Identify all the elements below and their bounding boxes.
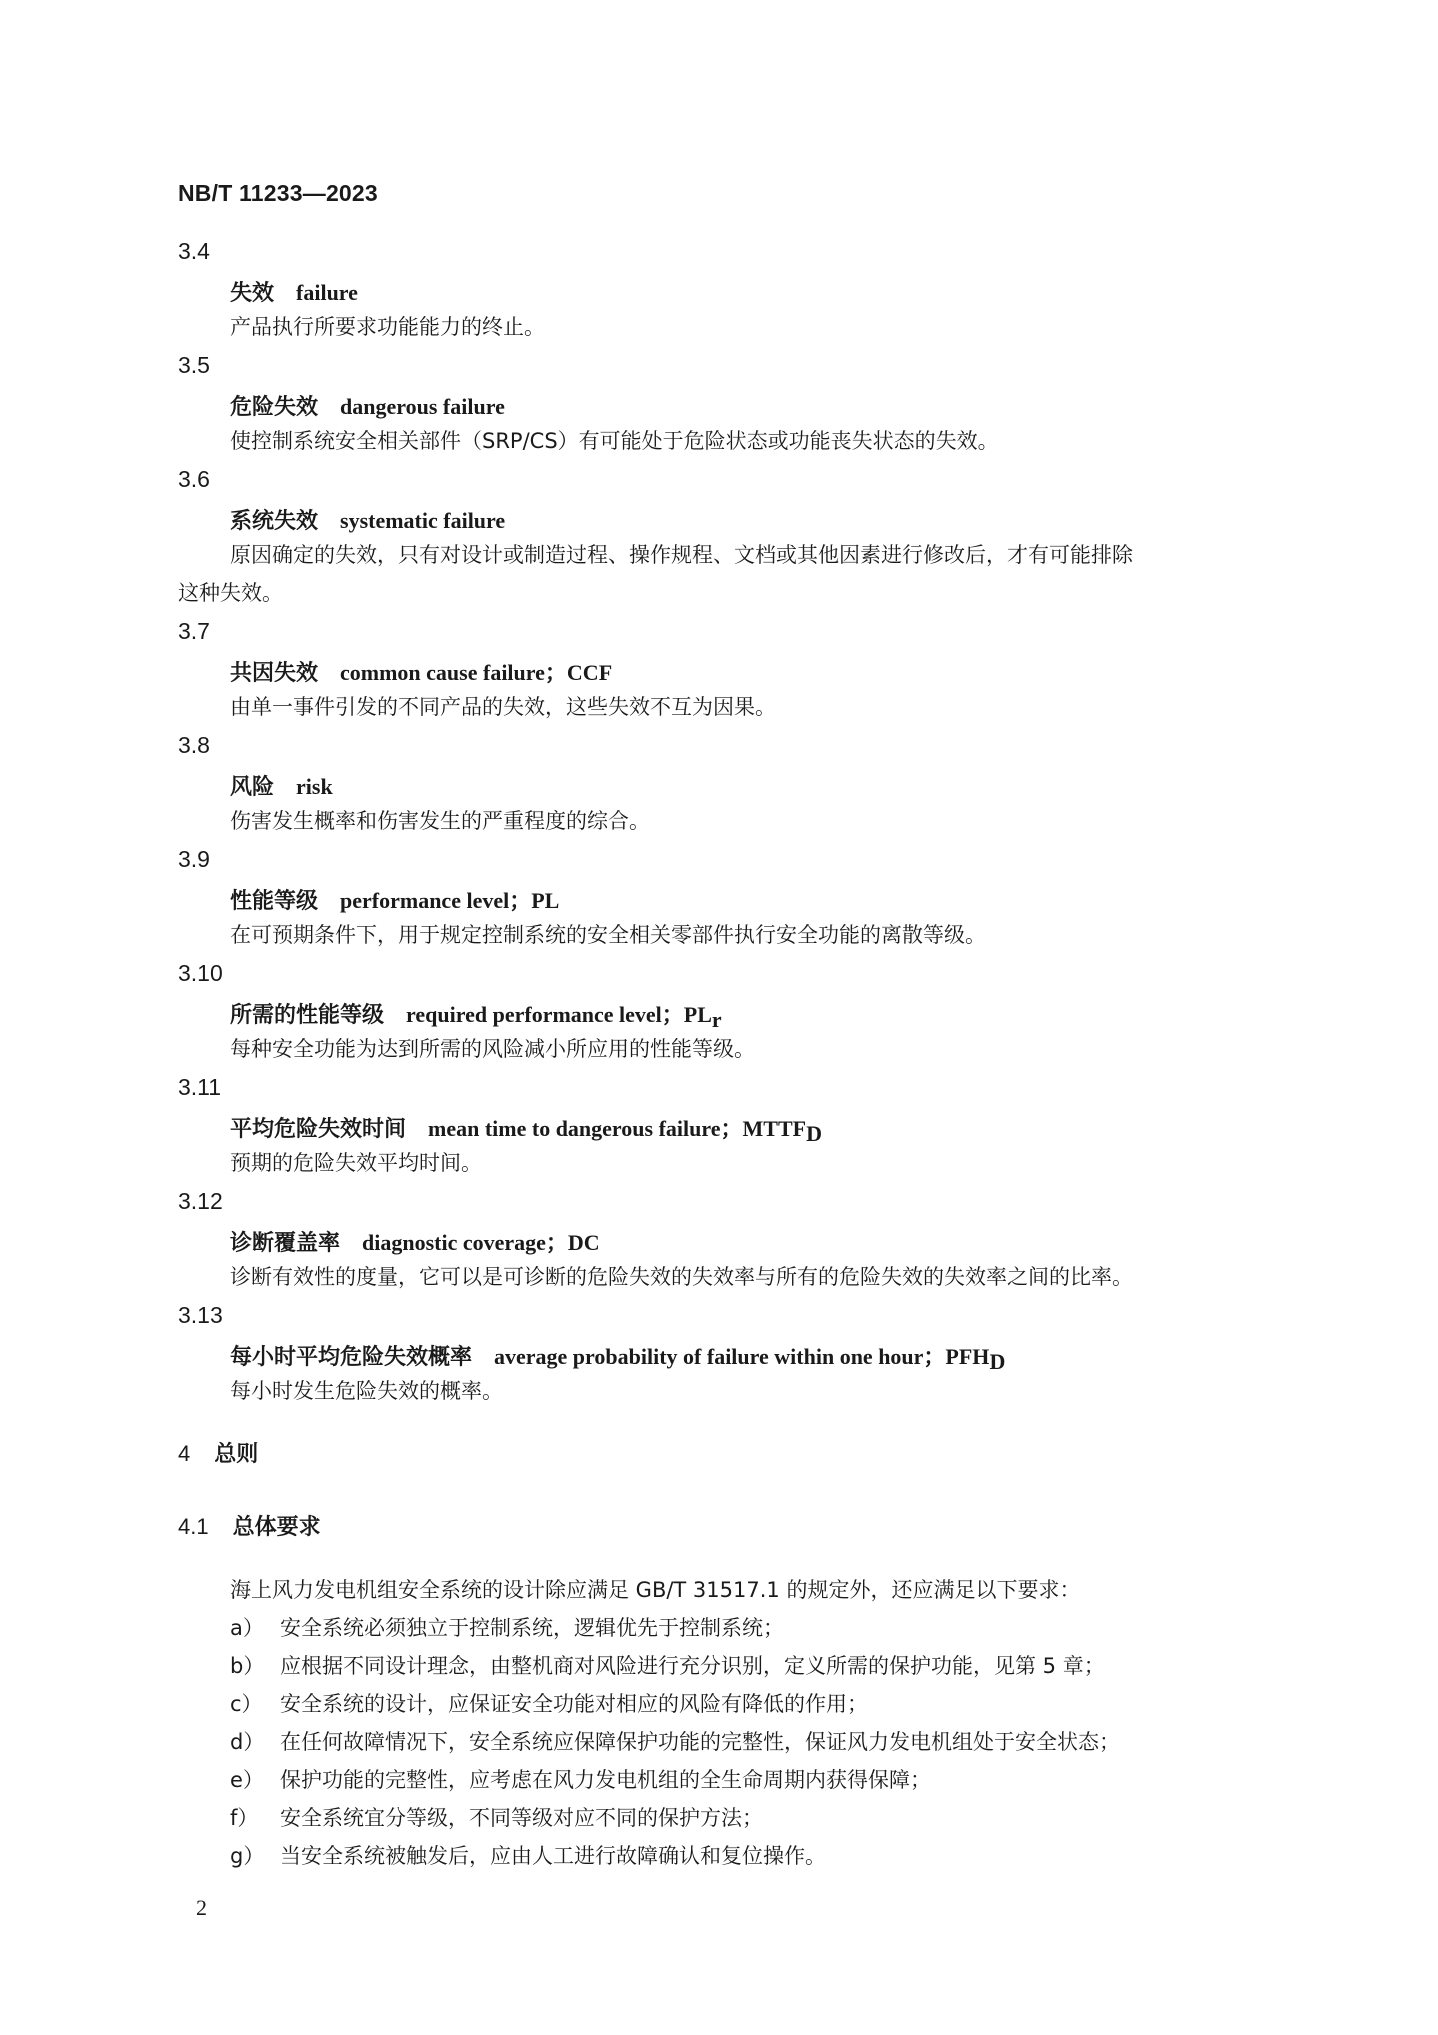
term-name <box>230 770 333 801</box>
list-marker: e） <box>230 1768 264 1792</box>
term-name <box>230 1112 822 1147</box>
list-text: 安全系统宜分等级，不同等级对应不同的保护方法； <box>280 1806 763 1830</box>
term-definition: 在可预期条件下，用于规定控制系统的安全相关零部件执行安全功能的离散等级。 <box>230 923 986 947</box>
term-definition-continuation: 这种失效。 <box>178 581 283 605</box>
term-en: diagnostic coverage；DC <box>362 1230 600 1255</box>
term-zh: 所需的性能等级 <box>230 1003 385 1028</box>
term-zh: 诊断覆盖率 <box>230 1231 341 1256</box>
term-zh: 每小时平均危险失效概率 <box>230 1345 473 1370</box>
list-text: 安全系统的设计，应保证安全功能对相应的风险有降低的作用； <box>280 1692 868 1716</box>
list-marker: c） <box>230 1692 263 1716</box>
term-name <box>230 884 559 915</box>
term-zh: 风险 <box>230 775 275 800</box>
term-number: 3.8 <box>178 732 210 758</box>
term-number: 3.9 <box>178 846 210 872</box>
term-name <box>230 998 722 1033</box>
term-definition: 产品执行所要求功能能力的终止。 <box>230 315 545 339</box>
term-name <box>230 656 612 687</box>
term-subscript: D <box>806 1121 822 1146</box>
term-name <box>230 504 505 535</box>
term-en: mean time to dangerous failure；MTTF <box>428 1116 807 1141</box>
list-item <box>230 1840 826 1870</box>
term-number: 3.5 <box>178 352 210 378</box>
term-en: dangerous failure <box>340 394 505 419</box>
intro-paragraph: 海上风力发电机组安全系统的设计除应满足 GB/T 31517.1 的规定外，还应满足以下要求： <box>230 1578 1081 1602</box>
term-en: common cause failure；CCF <box>340 660 613 685</box>
subsection-heading <box>178 1510 321 1541</box>
term-number: 3.13 <box>178 1302 223 1328</box>
term-definition: 每小时发生危险失效的概率。 <box>230 1379 503 1403</box>
term-definition <box>178 536 1340 612</box>
term-name <box>230 1226 600 1257</box>
term-definition: 由单一事件引发的不同产品的失效，这些失效不互为因果。 <box>230 695 776 719</box>
term-definition: 每种安全功能为达到所需的风险减小所应用的性能等级。 <box>230 1037 755 1061</box>
list-marker: b） <box>230 1654 265 1678</box>
list-marker: a） <box>230 1616 264 1640</box>
term-number: 3.4 <box>178 238 210 264</box>
section-title: 总则 <box>214 1442 259 1467</box>
list-marker: d） <box>230 1730 265 1754</box>
term-name <box>230 276 358 307</box>
term-number: 3.10 <box>178 960 223 986</box>
page-number: 2 <box>196 1895 207 1920</box>
term-subscript: r <box>711 1007 722 1032</box>
term-en: required performance level；PL <box>406 1002 712 1027</box>
term-en: risk <box>296 774 333 799</box>
list-item <box>230 1650 1105 1680</box>
term-en: performance level；PL <box>340 888 560 913</box>
term-zh: 性能等级 <box>230 889 319 914</box>
term-zh: 危险失效 <box>230 395 319 420</box>
term-definition-line: 原因确定的失效，只有对设计或制造过程、操作规程、文档或其他因素进行修改后，才有可能排除 <box>230 543 1133 567</box>
section-number: 4 <box>178 1441 191 1466</box>
list-item <box>230 1802 763 1832</box>
term-zh: 平均危险失效时间 <box>230 1117 407 1142</box>
term-name <box>230 390 505 421</box>
term-number: 3.6 <box>178 466 210 492</box>
term-name <box>230 1340 1005 1375</box>
term-subscript: D <box>989 1349 1006 1374</box>
term-zh: 系统失效 <box>230 509 319 534</box>
list-marker: f） <box>230 1806 259 1830</box>
section-heading <box>178 1437 258 1468</box>
term-definition: 伤害发生概率和伤害发生的严重程度的综合。 <box>230 809 650 833</box>
list-text: 当安全系统被触发后，应由人工进行故障确认和复位操作。 <box>280 1844 826 1868</box>
term-definition: 使控制系统安全相关部件（SRP/CS）有可能处于危险状态或功能丧失状态的失效。 <box>230 429 999 453</box>
list-item <box>230 1612 784 1642</box>
term-number: 3.12 <box>178 1188 223 1214</box>
list-item <box>230 1688 868 1718</box>
term-en: systematic failure <box>340 508 506 533</box>
term-number: 3.11 <box>178 1074 222 1100</box>
list-text: 安全系统必须独立于控制系统，逻辑优先于控制系统； <box>280 1616 784 1640</box>
subsection-title: 总体要求 <box>232 1515 321 1540</box>
term-en: average probability of failure within one hour；PFH <box>494 1344 990 1369</box>
list-item <box>230 1764 931 1794</box>
term-zh: 共因失效 <box>230 661 319 686</box>
subsection-number: 4.1 <box>178 1514 209 1539</box>
term-en: failure <box>296 280 358 305</box>
term-definition: 预期的危险失效平均时间。 <box>230 1151 482 1175</box>
list-text: 在任何故障情况下，安全系统应保障保护功能的完整性，保证风力发电机组处于安全状态； <box>280 1730 1120 1754</box>
term-definition: 诊断有效性的度量，它可以是可诊断的危险失效的失效率与所有的危险失效的失效率之间的比率。 <box>230 1265 1133 1289</box>
term-number: 3.7 <box>178 618 210 644</box>
list-text: 应根据不同设计理念，由整机商对风险进行充分识别，定义所需的保护功能，见第 5 章； <box>280 1654 1105 1678</box>
standard-number: NB/T 11233—2023 <box>178 180 378 206</box>
list-marker: g） <box>230 1844 265 1868</box>
list-text: 保护功能的完整性，应考虑在风力发电机组的全生命周期内获得保障； <box>280 1768 931 1792</box>
term-zh: 失效 <box>230 281 275 306</box>
list-item <box>230 1726 1120 1756</box>
